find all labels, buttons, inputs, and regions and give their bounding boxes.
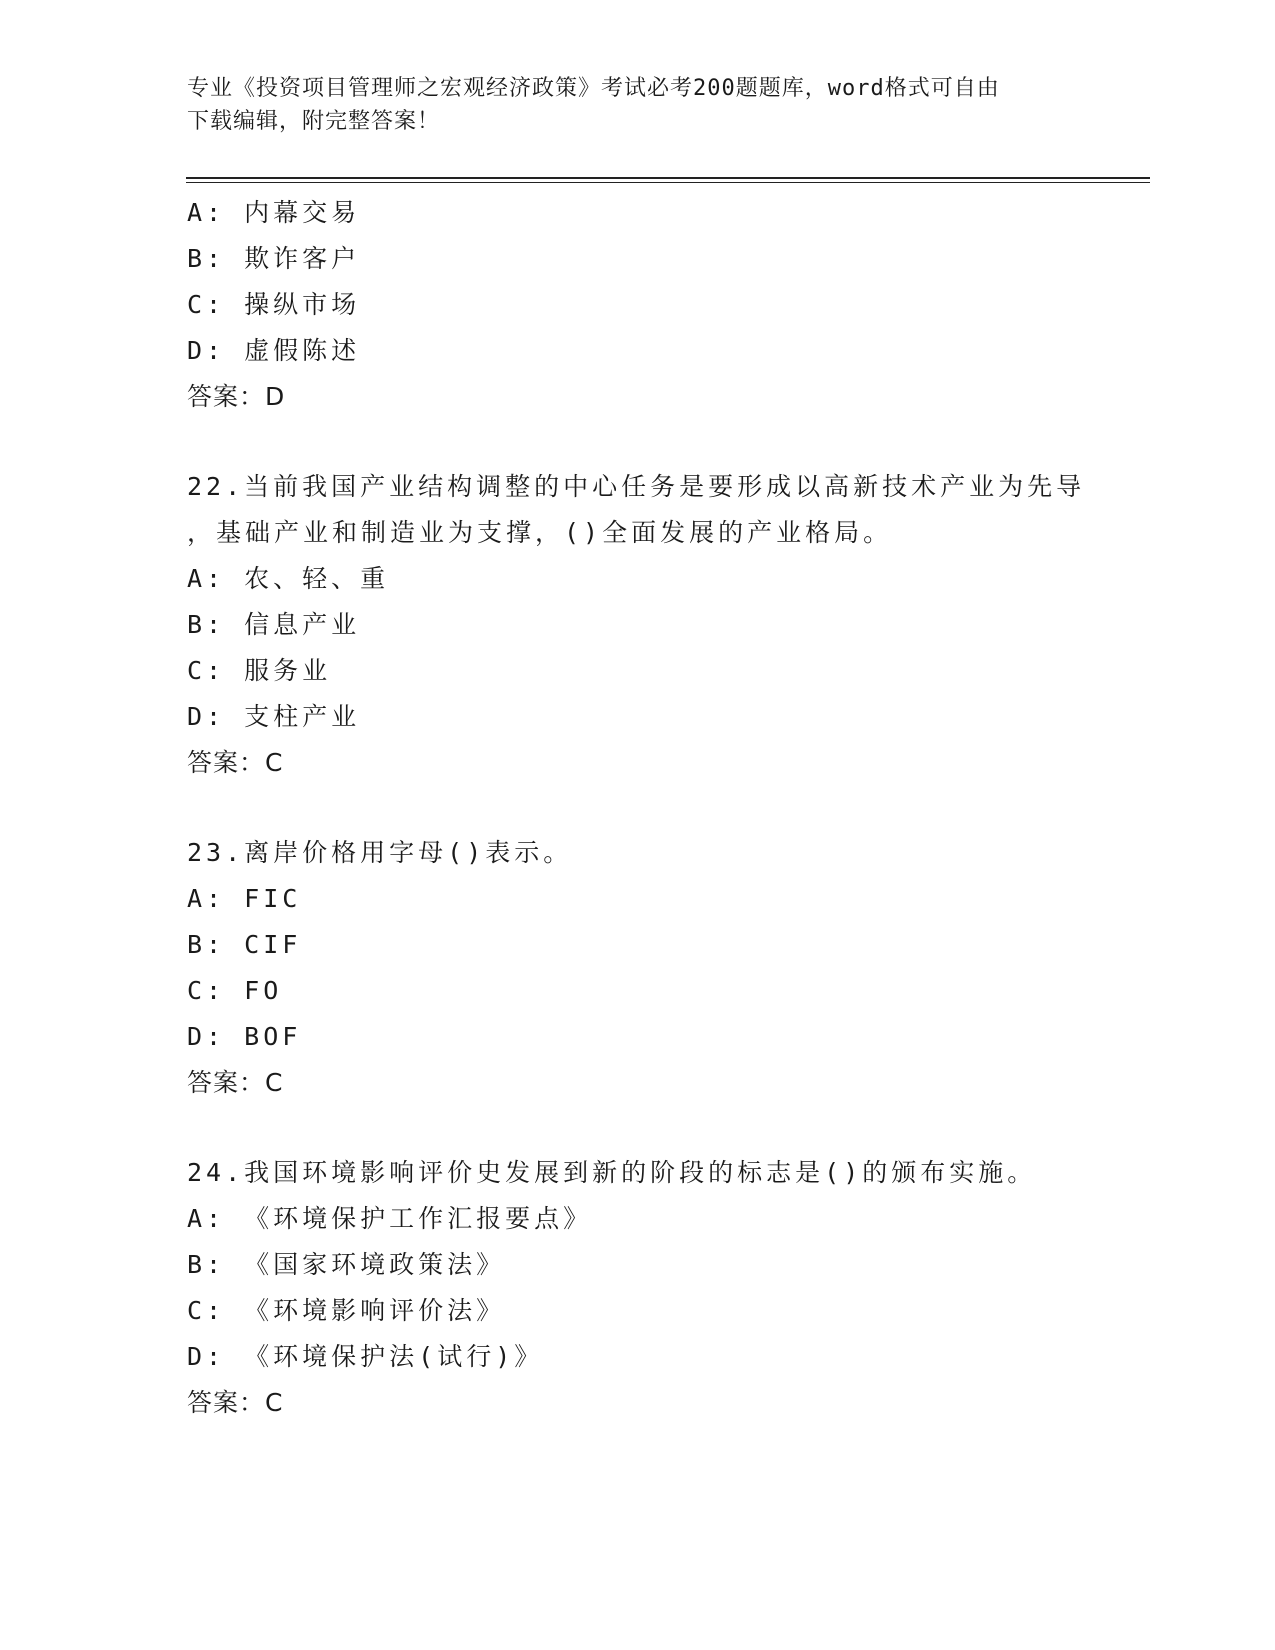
option-b: B: 信息产业 (187, 610, 361, 639)
option-a: A: 《环境保护工作汇报要点》 (187, 1204, 593, 1233)
question-stem: 24.我国环境影响评价史发展到新的阶段的标志是()的颁布实施。 (187, 1158, 1037, 1187)
option-a: A: 农、轻、重 (187, 564, 390, 593)
option-b: B: 《国家环境政策法》 (187, 1250, 506, 1279)
question-22 (187, 464, 1147, 786)
header-line-1: 专业《投资项目管理师之宏观经济政策》考试必考200题题库，word格式可自由 (187, 76, 1000, 101)
header-divider-thick (186, 177, 1150, 179)
option-b: B: CIF (187, 930, 302, 959)
option-d: D: 支柱产业 (187, 702, 361, 731)
option-c: C: 服务业 (187, 656, 332, 685)
header-line-2: 下载编辑，附完整答案！ (187, 109, 441, 134)
question-23 (187, 830, 1147, 1106)
question-list (187, 190, 1147, 1426)
question-21 (187, 190, 1147, 420)
question-stem-line-1: 22.当前我国产业结构调整的中心任务是要形成以高新技术产业为先导 (187, 472, 1086, 501)
option-d: D: 《环境保护法(试行)》 (187, 1342, 544, 1371)
question-stem: 23.离岸价格用字母()表示。 (187, 838, 573, 867)
option-d: D: BOF (187, 1022, 302, 1051)
option-a: A: FIC (187, 884, 302, 913)
answer-line: 答案：D (187, 382, 286, 411)
document-header (187, 72, 1067, 138)
header-divider-thin (186, 182, 1150, 183)
option-d: D: 虚假陈述 (187, 336, 361, 365)
option-a: A: 内幕交易 (187, 198, 361, 227)
answer-line: 答案：C (187, 1068, 284, 1097)
answer-line: 答案：C (187, 1388, 284, 1417)
option-c: C: 《环境影响评价法》 (187, 1296, 506, 1325)
option-c: C: FO (187, 976, 283, 1005)
question-stem-line-2: ，基础产业和制造业为支撑，()全面发展的产业格局。 (187, 518, 893, 547)
option-b: B: 欺诈客户 (187, 244, 361, 273)
question-24 (187, 1150, 1147, 1426)
option-c: C: 操纵市场 (187, 290, 361, 319)
answer-line: 答案：C (187, 748, 284, 777)
